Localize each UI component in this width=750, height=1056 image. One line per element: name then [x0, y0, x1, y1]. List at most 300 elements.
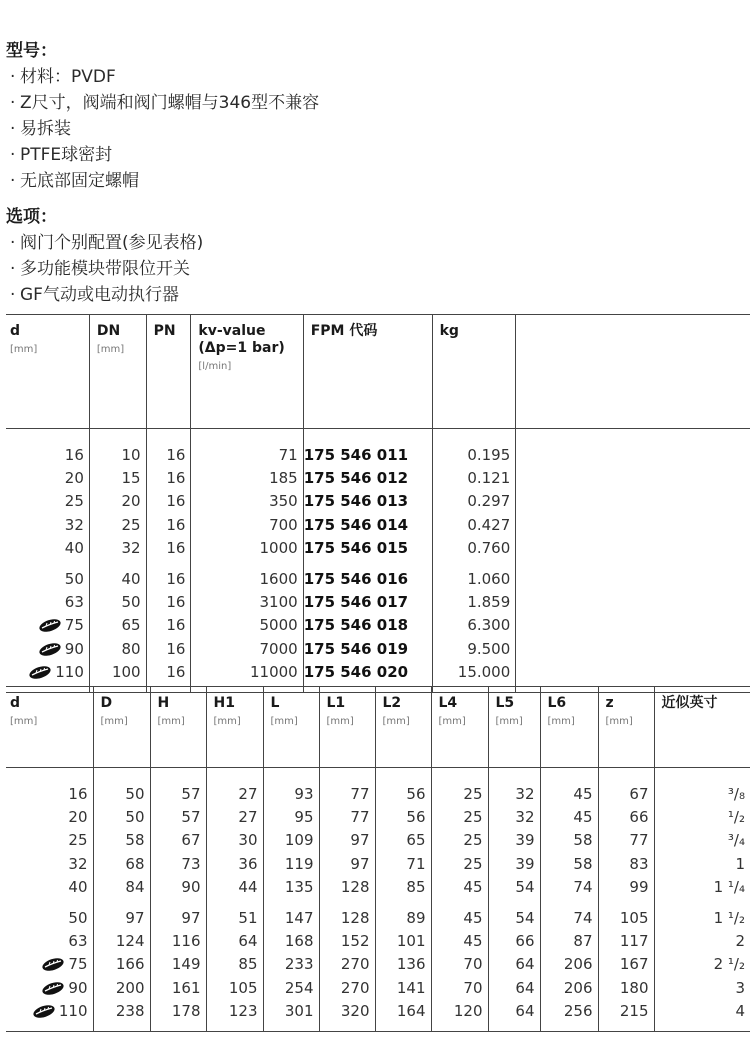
cell-value: 45 [573, 808, 593, 827]
spacer-cell [89, 429, 146, 445]
spacer-cell [431, 1023, 488, 1032]
column-header [319, 687, 375, 768]
cell-empty [516, 638, 750, 661]
column-header [432, 315, 516, 429]
column-header-unit: [l/min] [198, 361, 232, 372]
cell-value: 90 [181, 877, 201, 896]
cell-value: 57 [181, 808, 201, 827]
cell-value: 3 [735, 978, 745, 997]
cell-value: 101 [396, 932, 426, 951]
model-bullet-text: 材料：PVDF [20, 67, 116, 87]
column-header-label: L [270, 695, 280, 711]
column-header [93, 687, 150, 768]
cell-value: 50 [121, 593, 141, 612]
cell [319, 876, 375, 899]
table-row [6, 537, 750, 560]
cell-value: 175 546 015 [303, 538, 409, 557]
cell-kv [191, 591, 303, 614]
cell [263, 853, 319, 876]
cell-value: 123 [228, 1001, 258, 1020]
table-row [6, 614, 750, 637]
cell [263, 930, 319, 953]
column-header-label: L5 [495, 695, 515, 711]
cell [431, 806, 488, 829]
column-header-label: L1 [326, 695, 346, 711]
dimensions-table-header [6, 687, 750, 768]
cell [431, 953, 488, 976]
column-header-unit: [mm] [213, 716, 241, 727]
spacer-row [6, 429, 750, 445]
cell-code [303, 614, 432, 637]
column-header-label: L4 [438, 695, 458, 711]
cell-dn [89, 514, 146, 537]
cell-d [6, 537, 89, 560]
column-header-unit: [mm] [96, 344, 125, 355]
cell-value: 16 [166, 593, 186, 612]
column-header [303, 315, 432, 429]
cell [6, 930, 93, 953]
column-header [488, 687, 540, 768]
cell [431, 876, 488, 899]
cell [488, 907, 540, 930]
cell-kv [191, 638, 303, 661]
cell [263, 977, 319, 1000]
cell-kg [432, 591, 516, 614]
cell-kg [432, 638, 516, 661]
table-row [6, 444, 750, 467]
cell-value: 16 [68, 785, 88, 803]
spacer-cell [375, 899, 431, 907]
table-row [6, 806, 750, 829]
cell-value: 9.500 [467, 639, 511, 658]
spacer-cell [150, 899, 206, 907]
column-header-label: kg [439, 323, 459, 339]
cell-value: ³/₈ [727, 785, 745, 803]
spacer-cell [206, 1023, 263, 1032]
spacer-cell [540, 1023, 598, 1032]
cell-d [6, 661, 89, 684]
table-row [6, 490, 750, 513]
cell [375, 953, 431, 976]
cell-dn [89, 444, 146, 467]
cell [431, 783, 488, 806]
spacer-cell [431, 899, 488, 907]
cell [540, 907, 598, 930]
spacer-cell [6, 560, 89, 568]
cell-code [303, 661, 432, 684]
cell-value: 0.195 [467, 446, 511, 464]
bullet-dot-icon: · [10, 233, 16, 253]
cell-value: 58 [573, 831, 593, 850]
cell-value: 97 [125, 908, 145, 927]
table-row [6, 568, 750, 591]
cell-d [6, 614, 89, 637]
cell-value: 51 [238, 908, 258, 927]
cell-value: 97 [350, 854, 370, 873]
cell-value: 168 [284, 932, 314, 951]
cell-value: 5000 [259, 616, 298, 635]
cell-value: 175 546 017 [303, 593, 409, 612]
cell-kv [191, 444, 303, 467]
column-header-label: z [605, 695, 614, 711]
model-bullet-text: PTFE球密封 [20, 145, 113, 165]
cell-value: 56 [406, 785, 426, 803]
cell [431, 907, 488, 930]
cell-value: 116 [171, 932, 201, 951]
cell-value: 178 [171, 1001, 201, 1020]
spacer-cell [432, 560, 516, 568]
column-header-unit: [mm] [382, 716, 410, 727]
spacer-cell [191, 429, 303, 445]
cell [206, 829, 263, 852]
cell-value: 1000 [259, 538, 298, 557]
cell-kg [432, 537, 516, 560]
cell-pn [146, 591, 191, 614]
cell-value: 25 [121, 515, 141, 534]
table-row [6, 977, 750, 1000]
cell-value: 95 [294, 808, 314, 827]
cell-value: 110 [58, 1001, 88, 1020]
cell [431, 1000, 488, 1023]
model-bullet-item [10, 62, 116, 87]
cell-code [303, 514, 432, 537]
cell [375, 853, 431, 876]
cell [654, 953, 750, 976]
cell-value: 20 [68, 808, 88, 827]
cell [375, 829, 431, 852]
cell [540, 853, 598, 876]
spacer-cell [146, 429, 191, 445]
cell-value: 63 [64, 593, 84, 612]
cell-value: 16 [166, 639, 186, 658]
spacer-cell [191, 560, 303, 568]
cell-value: 100 [111, 662, 141, 681]
cell [540, 829, 598, 852]
cell-kg [432, 444, 516, 467]
options-bullet-text: 多功能模块带限位开关 [20, 259, 190, 279]
cell-pn [146, 467, 191, 490]
cell-value: 10 [121, 446, 141, 464]
table-row [6, 853, 750, 876]
spacer-cell [319, 1023, 375, 1032]
column-header [206, 687, 263, 768]
cell-value: 83 [629, 854, 649, 873]
cell [150, 783, 206, 806]
model-bullet-text: 易拆装 [20, 119, 71, 139]
cell-value: 87 [573, 932, 593, 951]
cell-value: 70 [463, 978, 483, 997]
cell [598, 930, 654, 953]
cell [540, 783, 598, 806]
cell [93, 930, 150, 953]
cell [206, 977, 263, 1000]
cell-kv [191, 490, 303, 513]
spacer-cell [93, 768, 150, 784]
table-row [6, 638, 750, 661]
spacer-cell [6, 768, 93, 784]
column-header [146, 315, 191, 429]
cell [6, 1000, 93, 1023]
spacer-cell [263, 899, 319, 907]
cell-value: 238 [115, 1001, 145, 1020]
eco-leaf-icon [41, 982, 65, 995]
cell-value: 4 [735, 1001, 745, 1020]
cell [150, 876, 206, 899]
spacer-cell [654, 899, 750, 907]
cell-pn [146, 490, 191, 513]
column-header-unit: [mm] [10, 344, 38, 355]
table-row [6, 953, 750, 976]
column-header-unit: [mm] [10, 716, 38, 727]
cell-value: 71 [406, 854, 426, 873]
cell-value: 27 [238, 785, 258, 803]
cell [375, 907, 431, 930]
cell-value: 175 546 020 [303, 662, 409, 681]
cell [206, 806, 263, 829]
cell-value: 301 [284, 1001, 314, 1020]
cell-value: 105 [619, 908, 649, 927]
spacer-cell [150, 1023, 206, 1032]
spacer-cell [6, 429, 89, 445]
cell [319, 829, 375, 852]
cell-value: 175 546 018 [303, 616, 409, 635]
cell [488, 853, 540, 876]
cell-value: 75 [68, 955, 88, 974]
cell-dn [89, 614, 146, 637]
cell-value: 105 [228, 978, 258, 997]
cell-value: 200 [115, 978, 145, 997]
spacer-cell [431, 768, 488, 784]
cell [319, 853, 375, 876]
cell-value: 1 ¹/₂ [713, 908, 745, 927]
eco-leaf-icon [38, 643, 62, 656]
cell [6, 953, 93, 976]
cell-value: 71 [278, 446, 298, 464]
spacer-cell [150, 768, 206, 784]
cell-dn [89, 661, 146, 684]
cell-value: 25 [463, 831, 483, 850]
spacer-cell [488, 768, 540, 784]
cell [150, 977, 206, 1000]
cell-pn [146, 537, 191, 560]
cell-value: 65 [121, 616, 141, 635]
cell-value: 2 ¹/₂ [713, 955, 745, 974]
column-header-label: d [10, 323, 21, 339]
cell-kv [191, 467, 303, 490]
cell-value: 77 [350, 785, 370, 803]
column-header-label: PN [153, 323, 176, 339]
cell-value: 0.121 [467, 469, 511, 488]
cell [206, 876, 263, 899]
spacer-cell [303, 560, 432, 568]
dimensions-table [6, 686, 750, 1032]
cell [319, 953, 375, 976]
cell-value: 256 [563, 1001, 593, 1020]
cell [488, 1000, 540, 1023]
cell [319, 783, 375, 806]
spacer-cell [598, 768, 654, 784]
cell-value: 68 [125, 854, 145, 873]
cell-code [303, 537, 432, 560]
cell-code [303, 444, 432, 467]
cell-code [303, 490, 432, 513]
cell-kv [191, 661, 303, 684]
cell-value: 1 [735, 854, 745, 873]
cell-value: 164 [396, 1001, 426, 1020]
column-header [263, 687, 319, 768]
cell [654, 829, 750, 852]
cell [654, 806, 750, 829]
cell [598, 853, 654, 876]
cell-d [6, 444, 89, 467]
eco-leaf-icon [32, 1005, 56, 1018]
spacer-cell [206, 899, 263, 907]
cell [206, 783, 263, 806]
cell-pn [146, 568, 191, 591]
cell [488, 829, 540, 852]
column-header [89, 315, 146, 429]
cell-value: 64 [515, 978, 535, 997]
eco-leaf-icon [38, 619, 62, 632]
cell-value: 270 [340, 978, 370, 997]
spacer-cell [303, 429, 432, 445]
cell-value: 233 [284, 955, 314, 974]
spacer-cell [540, 899, 598, 907]
column-header-label: DN [96, 323, 121, 339]
cell [488, 876, 540, 899]
cell-d [6, 467, 89, 490]
column-header-label: L6 [547, 695, 567, 711]
cell-value: 25 [463, 808, 483, 827]
spacer-cell [319, 899, 375, 907]
cell-value: 0.427 [467, 515, 511, 534]
column-header-label: d [10, 695, 21, 711]
table-row [6, 591, 750, 614]
cell [375, 806, 431, 829]
cell [540, 806, 598, 829]
cell-pn [146, 661, 191, 684]
spacer-cell [146, 560, 191, 568]
cell-value: 16 [166, 662, 186, 681]
cell-value: 15.000 [457, 662, 511, 681]
cell-empty [516, 568, 750, 591]
cell-empty [516, 591, 750, 614]
column-header [6, 687, 93, 768]
eco-leaf-icon [41, 958, 65, 971]
cell-value: 117 [619, 932, 649, 951]
cell-dn [89, 591, 146, 614]
cell [206, 1000, 263, 1023]
cell-value: 20 [64, 469, 84, 488]
table-row [6, 661, 750, 684]
cell [93, 907, 150, 930]
table-row [6, 514, 750, 537]
cell-value: 93 [294, 785, 314, 803]
cell-value: 11000 [249, 662, 298, 681]
options-section-title: 选项： [6, 207, 57, 227]
cell [598, 1000, 654, 1023]
cell [375, 977, 431, 1000]
spacer-row [6, 899, 750, 907]
cell-value: 66 [515, 932, 535, 951]
column-header [540, 687, 598, 768]
cell-value: 99 [629, 877, 649, 896]
cell [654, 907, 750, 930]
cell-value: 84 [125, 877, 145, 896]
cell-pn [146, 614, 191, 637]
cell-value: 350 [269, 492, 298, 511]
cell-value: 16 [166, 569, 186, 588]
cell [431, 829, 488, 852]
cell-value: 50 [125, 785, 145, 803]
cell [488, 806, 540, 829]
cell-value: 45 [463, 877, 483, 896]
cell [93, 876, 150, 899]
cell-value: 32 [515, 808, 535, 827]
cell [93, 1000, 150, 1023]
cell-value: 15 [121, 469, 141, 488]
cell-value: 175 546 011 [303, 446, 409, 464]
cell-value: 206 [563, 955, 593, 974]
cell-value: 80 [121, 639, 141, 658]
spacer-cell [432, 429, 516, 445]
spacer-cell [598, 1023, 654, 1032]
cell [654, 930, 750, 953]
cell-value: 167 [619, 955, 649, 974]
cell [654, 977, 750, 1000]
cell-kv [191, 568, 303, 591]
cell-value: 215 [619, 1001, 649, 1020]
cell-d [6, 568, 89, 591]
cell-value: 56 [406, 808, 426, 827]
cell-empty [516, 614, 750, 637]
options-bullet-item [10, 228, 203, 253]
cell-value: 40 [68, 877, 88, 896]
cell-code [303, 591, 432, 614]
cell-value: 320 [340, 1001, 370, 1020]
cell-d [6, 638, 89, 661]
column-header [431, 687, 488, 768]
cell-value: 175 546 012 [303, 469, 409, 488]
cell-dn [89, 490, 146, 513]
cell-value: 66 [629, 808, 649, 827]
cell-value: 58 [125, 831, 145, 850]
cell [488, 977, 540, 1000]
spacer-cell [206, 768, 263, 784]
model-bullet-text: 无底部固定螺帽 [20, 171, 139, 191]
column-header-label: H1 [213, 695, 235, 711]
model-bullet-item [10, 114, 71, 139]
cell-dn [89, 638, 146, 661]
cell [263, 783, 319, 806]
cell-dn [89, 568, 146, 591]
cell-value: 50 [68, 908, 88, 927]
table-row [6, 930, 750, 953]
column-header-unit: [mm] [605, 716, 633, 727]
model-bullet-item [10, 140, 112, 165]
ordering-table-header [6, 315, 750, 429]
cell [6, 783, 93, 806]
spacer-cell [516, 560, 750, 568]
column-header [6, 315, 89, 429]
cell [150, 829, 206, 852]
table-row [6, 467, 750, 490]
cell [150, 1000, 206, 1023]
cell-value: 110 [55, 662, 84, 681]
cell [488, 953, 540, 976]
cell [431, 853, 488, 876]
cell [375, 783, 431, 806]
